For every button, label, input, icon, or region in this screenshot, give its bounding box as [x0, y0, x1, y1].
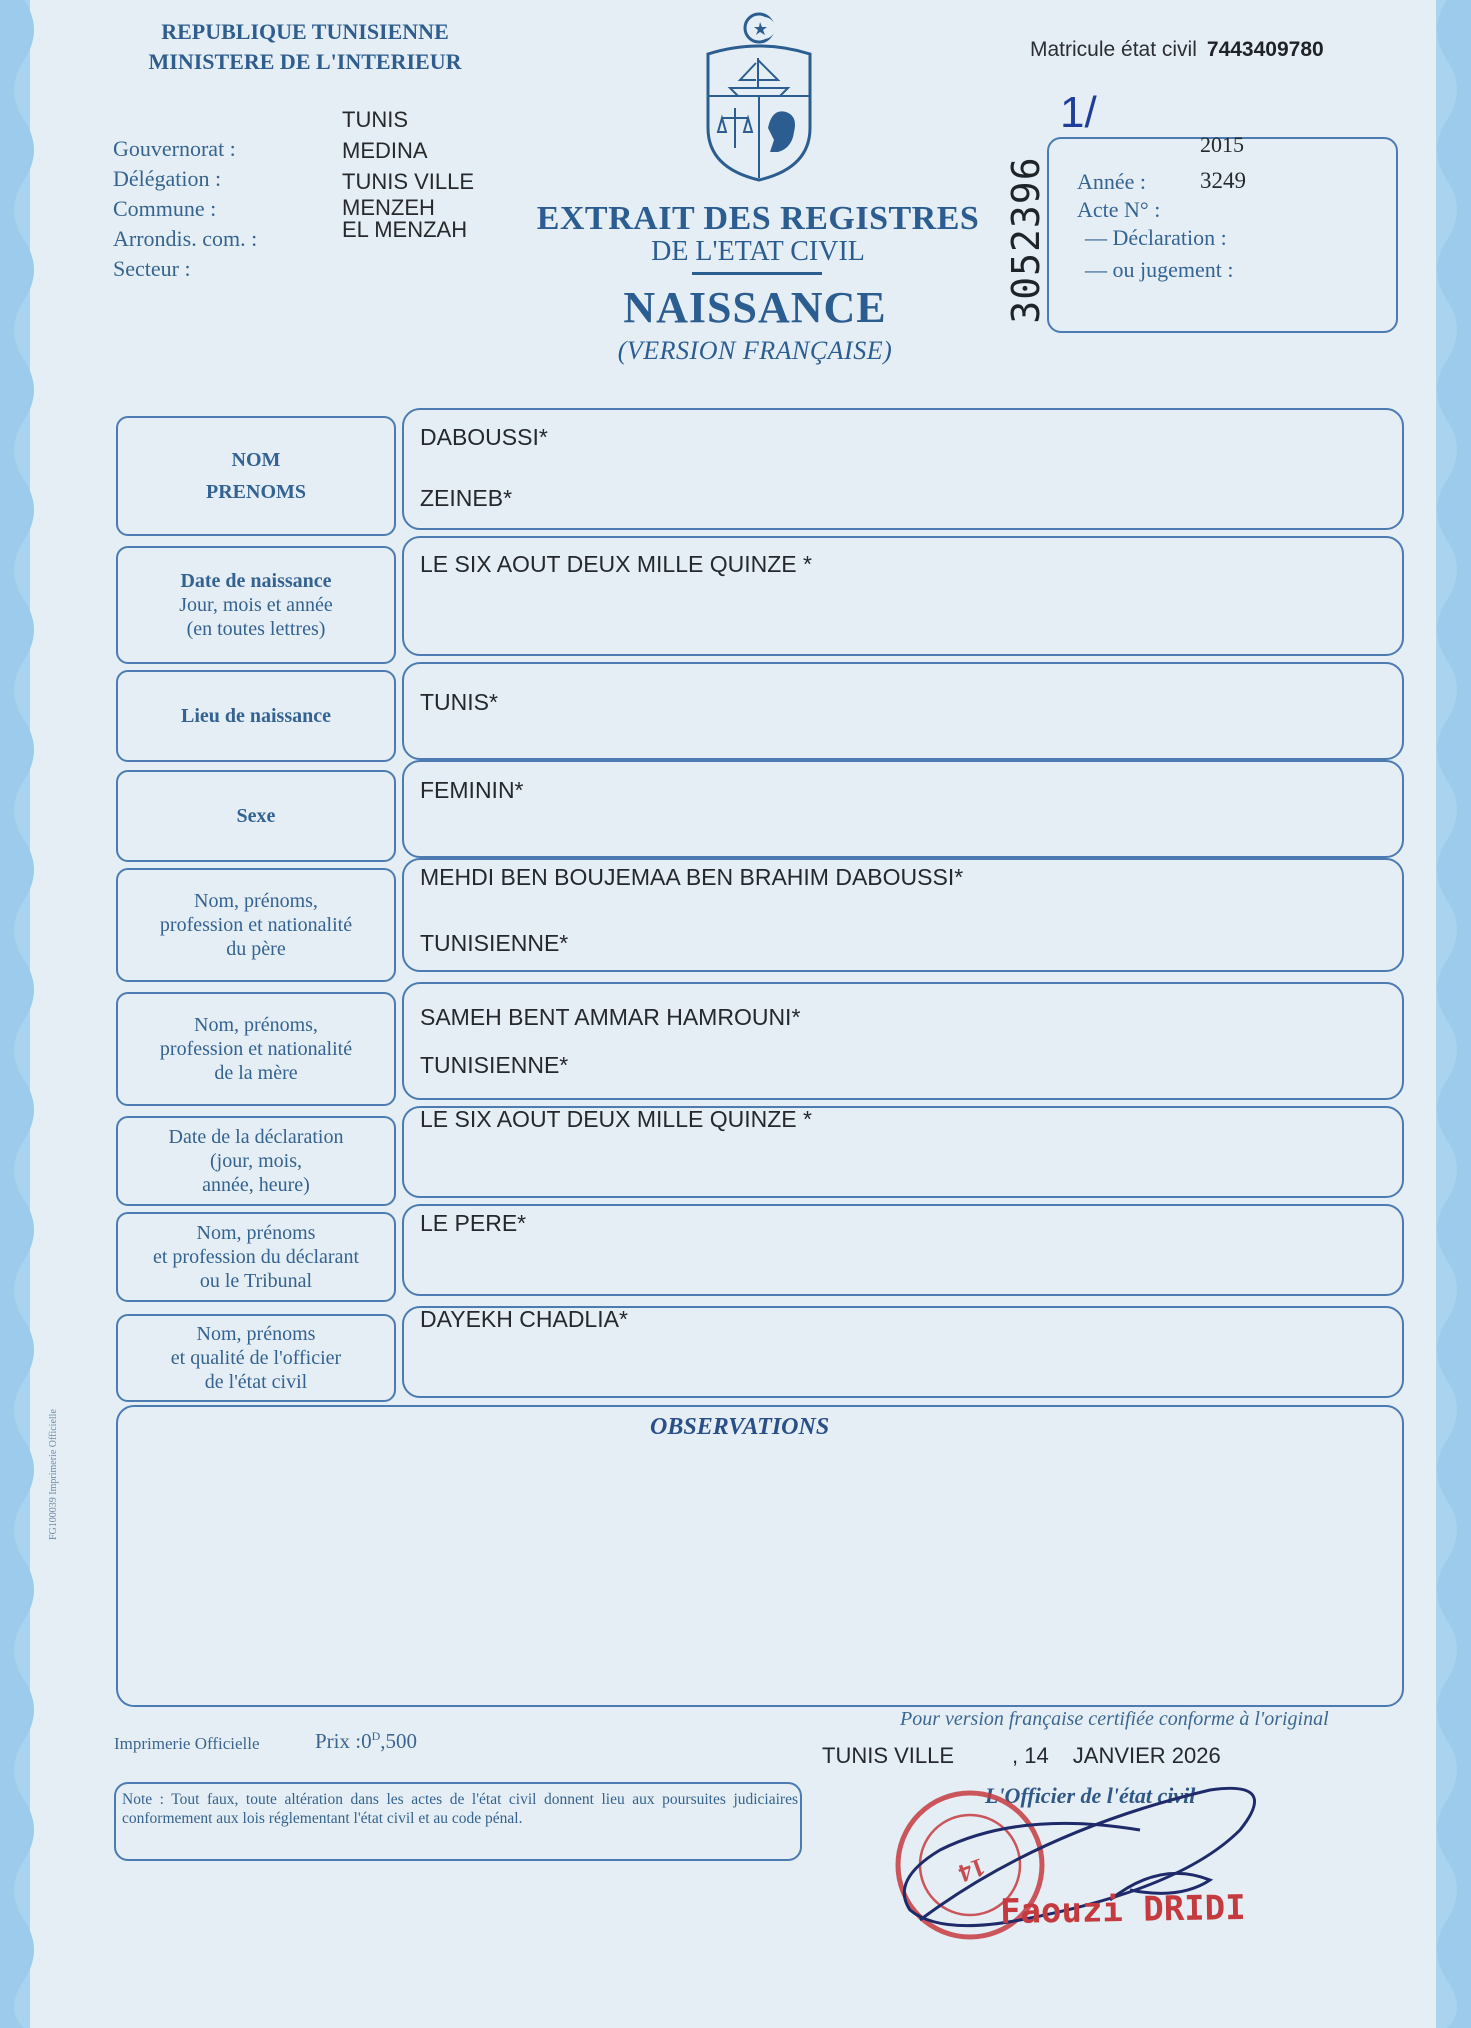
issue-date-line [822, 1743, 1221, 1769]
officier-label-line3: de l'état civil [204, 1371, 308, 1393]
admin-values [342, 104, 474, 241]
date-naissance-label: Date de naissance [180, 570, 332, 592]
title-underline [692, 272, 822, 275]
annee-label: Année : [1077, 169, 1147, 194]
sexe-label-box [116, 770, 396, 862]
declaration-label-line3: année, heure) [202, 1174, 310, 1196]
mere-nationality-value: TUNISIENNE* [420, 1052, 569, 1078]
declarant-label-line3: ou le Tribunal [199, 1270, 313, 1292]
nom-prenoms-value-box [402, 408, 1404, 530]
arrondissement-label: Arrondis. com. : [113, 226, 258, 251]
officier-label-line1: Nom, prénoms [196, 1323, 316, 1345]
matricule-label: Matricule état civil [1030, 38, 1197, 61]
certification-text: Pour version française certifiée conforme à l'original [900, 1708, 1329, 1730]
nom-prenoms-label-box [116, 416, 396, 536]
mere-name-value: SAMEH BENT AMMAR HAMROUNI* [420, 1004, 801, 1030]
declaration-label-line2: (jour, mois, [210, 1150, 302, 1172]
document-title: EXTRAIT DES REGISTRES [536, 200, 980, 237]
pere-label-line2: profession et nationalité [159, 914, 353, 936]
declaration-type-label: — Déclaration : [1085, 225, 1227, 250]
officier-label-line2: et qualité de l'officier [170, 1347, 342, 1369]
declarant-label-line2: et profession du déclarant [152, 1246, 360, 1268]
declaration-label-box [116, 1116, 396, 1206]
secteur-value: EL MENZAH [342, 217, 468, 242]
issue-comma: , [1012, 1743, 1019, 1768]
date-naissance-note: (en toutes lettres) [186, 618, 326, 640]
official-stamp-and-signature [880, 1770, 1300, 1960]
officer-title: L'Officier de l'état civil [985, 1783, 1196, 1808]
admin-labels [113, 134, 257, 284]
observations-box [116, 1405, 1404, 1707]
commune-label: Commune : [113, 196, 217, 221]
signatory-name: Faouzi DRIDI [999, 1887, 1246, 1933]
lieu-label: Lieu de naissance [180, 705, 332, 727]
pere-label-line3: du père [226, 938, 286, 960]
issue-day: 14 [1024, 1743, 1049, 1768]
arrondissement-value: MENZEH [342, 195, 435, 220]
pere-label-box [116, 868, 396, 982]
observations-title: OBSERVATIONS [650, 1414, 830, 1440]
document-version: (VERSION FRANÇAISE) [617, 336, 893, 365]
coat-of-arms-emblem [700, 8, 818, 188]
issue-month-year: JANVIER 2026 [1072, 1743, 1221, 1768]
date-naissance-value: LE SIX AOUT DEUX MILLE QUINZE * [420, 551, 812, 577]
price-suffix: ,500 [380, 1729, 418, 1753]
stamp-number: 14 [954, 1852, 990, 1889]
mere-label-line3: de la mère [214, 1062, 298, 1084]
officier-value: DAYEKH CHADLIA* [420, 1306, 628, 1332]
date-naissance-label-box [116, 546, 396, 664]
mere-label-box [116, 992, 396, 1106]
sexe-value-box [402, 760, 1404, 858]
acte-number-value: 3249 [1200, 168, 1246, 193]
printer-code: FG100039 Imprimerie Officielle [48, 1409, 59, 1540]
price-currency: D [371, 1729, 381, 1743]
lieu-label-box [116, 670, 396, 762]
commune-value: TUNIS VILLE [342, 169, 475, 194]
nom-value: DABOUSSI* [420, 424, 548, 450]
legal-note-text: Note : Tout faux, toute altération dans les actes de l'état civil donnent lieu aux poursuites judiciaires conformement aux lois réglementant l'état civil et au code pénal. [122, 1791, 798, 1827]
gouvernorat-value: TUNIS [342, 107, 408, 132]
pere-nationality-value: TUNISIENNE* [420, 930, 569, 956]
prenom-value: ZEINEB* [420, 485, 513, 511]
sexe-value: FEMININ* [420, 777, 524, 803]
pere-name-value: MEHDI BEN BOUJEMAA BEN BRAHIM DABOUSSI* [420, 864, 964, 890]
prenoms-label: PRENOMS [206, 481, 306, 503]
document-type: NAISSANCE [623, 283, 887, 332]
declarant-label-box [116, 1212, 396, 1302]
acte-label: Acte N° : [1077, 197, 1161, 222]
declarant-value-box [402, 1204, 1404, 1296]
handwritten-mark: 1/ [1060, 88, 1097, 137]
declaration-value: LE SIX AOUT DEUX MILLE QUINZE * [420, 1106, 812, 1132]
delegation-label: Délégation : [113, 166, 222, 191]
sexe-label: Sexe [236, 805, 276, 827]
price-prefix: Prix :0 [315, 1729, 372, 1753]
declarant-label-line1: Nom, prénoms [196, 1222, 316, 1244]
matricule-line [1030, 38, 1324, 62]
left-decorative-border [0, 0, 40, 2028]
mere-value-box [402, 982, 1404, 1100]
mere-label-line2: profession et nationalité [159, 1038, 353, 1060]
annee-value: 2015 [1200, 132, 1244, 157]
republic-heading: REPUBLIQUE TUNISIENNE [161, 19, 449, 44]
declaration-label-line1: Date de la déclaration [168, 1126, 344, 1148]
date-naissance-sublabel: Jour, mois et année [179, 594, 333, 616]
lieu-value-box [402, 662, 1404, 760]
document-subtitle: DE L'ETAT CIVIL [651, 236, 865, 267]
officier-label-box [116, 1314, 396, 1402]
delegation-value: MEDINA [342, 138, 428, 163]
serial-number: 3052396 [1004, 156, 1048, 324]
nom-label: NOM [231, 449, 281, 471]
matricule-value: 7443409780 [1206, 38, 1324, 61]
declarant-value: LE PERE* [420, 1210, 527, 1236]
imprimerie-label: Imprimerie Officielle [114, 1734, 260, 1753]
secteur-label: Secteur : [113, 256, 191, 281]
gouvernorat-label: Gouvernorat : [113, 136, 236, 161]
pere-label-line1: Nom, prénoms, [194, 890, 318, 912]
issue-city: TUNIS VILLE [822, 1743, 955, 1768]
price-line [315, 1729, 417, 1754]
jugement-type-label: — ou jugement : [1085, 257, 1234, 282]
mere-label-line1: Nom, prénoms, [194, 1014, 318, 1036]
right-decorative-border [1431, 0, 1471, 2028]
ministry-heading: MINISTERE DE L'INTERIEUR [148, 49, 462, 74]
lieu-value: TUNIS* [420, 689, 498, 715]
